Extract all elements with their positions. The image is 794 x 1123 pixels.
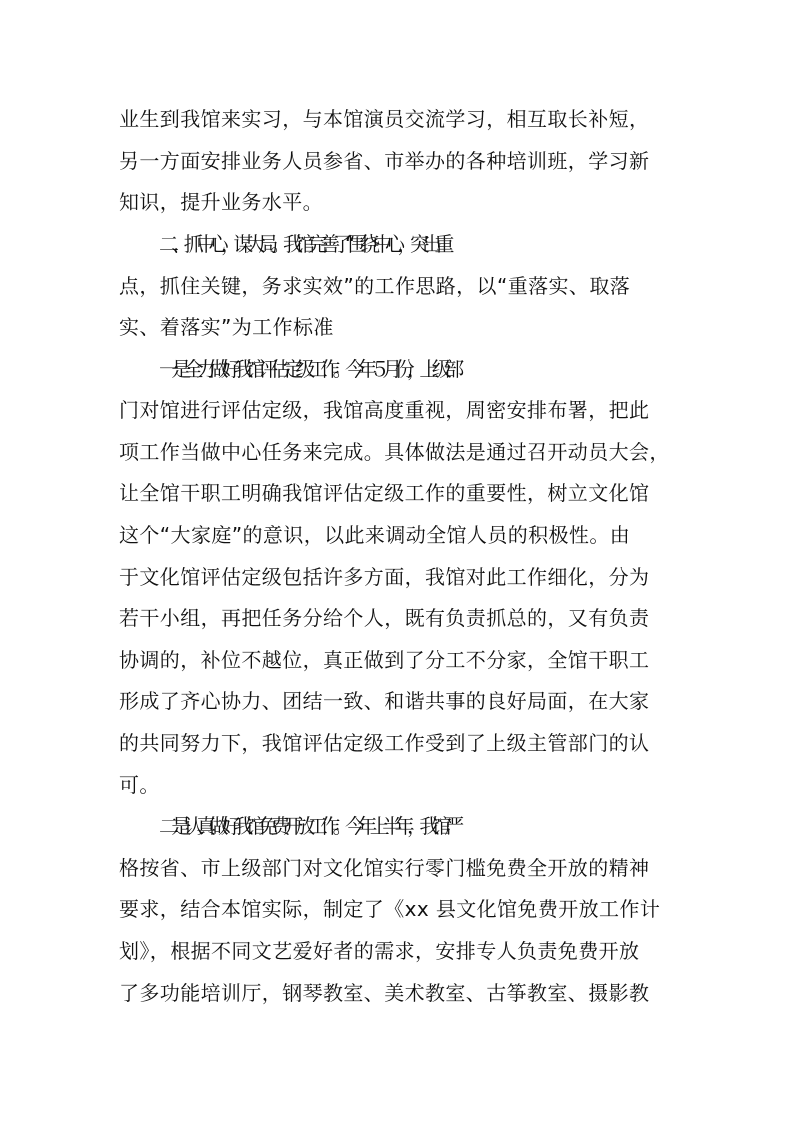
text-line: 划》，根据不同文艺爱好者的需求，安排专人负责免费开放 [119,939,640,963]
text-line: 可。 [119,773,160,797]
text-line: 让全馆干职工明确我馆评估定级工作的重要性，树立文化馆 [119,481,650,505]
text-line: 格按省、市上级部门对文化馆实行零门槛免费全开放的精神 [119,856,650,880]
paragraph-start-line: 二、抓中心，谋大局。我馆完善了“围绕中心，突出重 [159,232,447,256]
text-line: 的共同努力下，我馆评估定级工作受到了上级主管部门的认 [119,731,650,755]
text-line: 实、着落实”为工作标准 [119,315,334,339]
text-line: 业生到我馆来实习，与本馆演员交流学习，相互取长补短， [119,107,650,131]
text-line: 要求，结合本馆实际，制定了《xx 县文化馆免费开放工作计 [119,897,661,921]
text-line: 另一方面安排业务人员参省、市举办的各种培训班，学习新 [119,149,650,173]
text-line: 点，抓住关键，务求实效”的工作思路，以“重落实、取落 [119,274,631,298]
text-line: 形成了齐心协力、团结一致、和谐共事的良好局面，在大家 [119,689,650,713]
paragraph-start-line: 一是全力做好我馆评估定级工作。今年５月份，上级部 [159,357,457,381]
text-line: 于文化馆评估定级包括许多方面，我馆对此工作细化，分为 [119,565,650,589]
text-line: 项工作当做中心任务来完成。具体做法是通过召开动员大会， [119,440,670,464]
paragraph-start-line: 二是认真做好我馆免费开放工作。今年上半年，我馆严 [159,814,457,838]
text-line: 协调的，补位不越位，真正做到了分工不分家，全馆干职工 [119,648,650,672]
text-line: 若干小组，再把任务分给个人，既有负责抓总的，又有负责 [119,606,650,630]
text-line: 门对馆进行评估定级，我馆高度重视，周密安排布署，把此 [119,398,650,422]
text-line: 知识，提升业务水平。 [119,190,323,214]
text-line: 这个“大家庭”的意识，以此来调动全馆人员的积极性。由 [119,523,631,547]
text-line: 了多功能培训厅，钢琴教室、美术教室、古筝教室、摄影教 [119,981,650,1005]
